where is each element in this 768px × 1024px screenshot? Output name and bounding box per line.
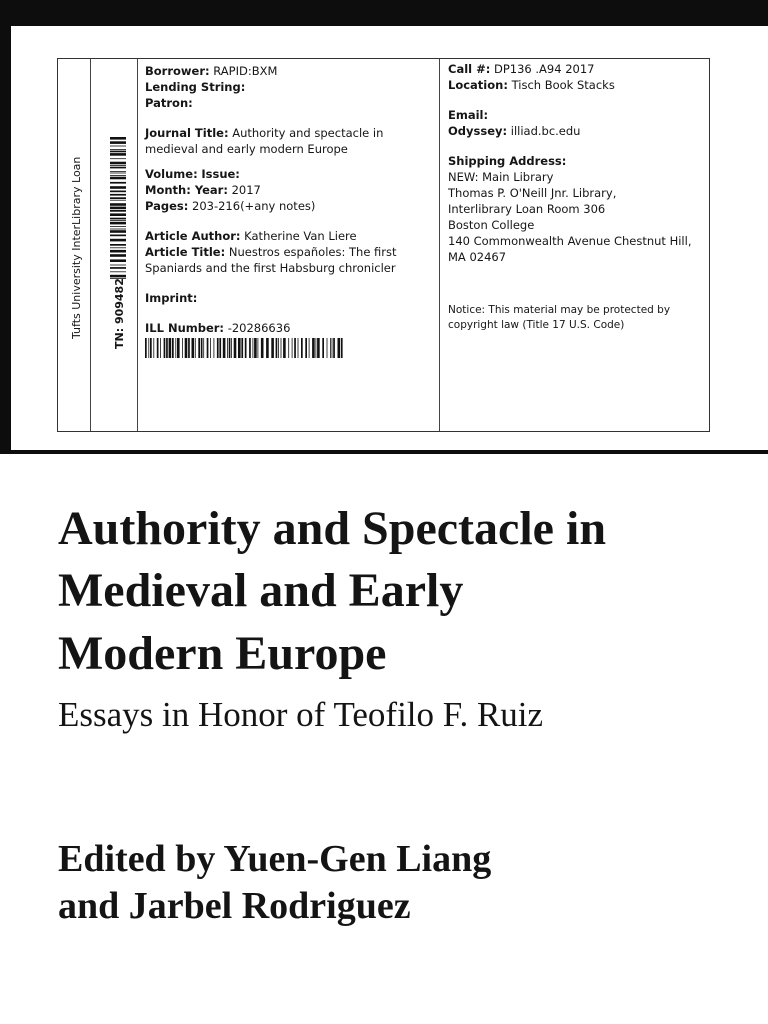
- location-label: Location:: [448, 78, 508, 92]
- odyssey-row: [448, 123, 710, 139]
- vertical-barcode: [110, 137, 126, 279]
- borrower-label: Borrower:: [145, 64, 210, 78]
- article-author-value: Katherine Van Liere: [244, 229, 357, 243]
- book-editors-line: and Jarbel Rodriguez: [58, 885, 411, 927]
- article-title-value: Nuestros españoles: The first: [228, 245, 397, 259]
- pages-label: Pages:: [145, 199, 189, 213]
- ill-number-value: -20286636: [227, 321, 291, 335]
- copyright-notice-continued: copyright law (Title 17 U.S. Code): [448, 319, 625, 331]
- location-row: [448, 77, 710, 93]
- ill-number-barcode: [145, 338, 343, 358]
- month-year-row: [145, 182, 433, 198]
- journal-title-row: [145, 125, 433, 141]
- column-divider: [137, 59, 138, 431]
- pages-row: [145, 198, 433, 214]
- shipping-details: [448, 61, 710, 333]
- journal-title-value: Authority and spectacle in: [232, 126, 384, 140]
- call-number-row: [448, 61, 710, 77]
- shipping-address-line: Thomas P. O'Neill Jnr. Library,: [448, 186, 617, 200]
- ill-request-slip: [57, 58, 710, 432]
- ill-number-row: [145, 320, 433, 336]
- imprint-label: Imprint:: [145, 291, 198, 305]
- copyright-notice: Notice: This material may be protected by: [448, 304, 671, 316]
- book-title-line: Medieval and Early: [58, 564, 464, 617]
- shipping-address-line: Interlibrary Loan Room 306: [448, 202, 606, 216]
- shipping-address-label: Shipping Address:: [448, 154, 567, 168]
- article-author-label: Article Author:: [145, 229, 241, 243]
- lending-string-label: Lending String:: [145, 80, 246, 94]
- article-title-row: [145, 244, 433, 260]
- odyssey-label: Odyssey:: [448, 124, 508, 138]
- volume-label: Volume:: [145, 167, 198, 181]
- location-value: Tisch Book Stacks: [511, 78, 615, 92]
- article-title-continued: Spaniards and the first Habsburg chronicler: [145, 261, 396, 275]
- scan-divider-line: [0, 450, 768, 454]
- transaction-number: TN: 909482: [113, 278, 126, 349]
- shipping-address-line: MA 02467: [448, 250, 507, 264]
- call-number-label: Call #:: [448, 62, 491, 76]
- shipping-address-line: 140 Commonwealth Avenue Chestnut Hill,: [448, 234, 692, 248]
- odyssey-value: illiad.bc.edu: [510, 124, 581, 138]
- book-title-line: Modern Europe: [58, 627, 387, 680]
- scan-top-border: [0, 0, 768, 26]
- borrower-value: RAPID:BXM: [213, 64, 278, 78]
- article-title-label: Article Title:: [145, 245, 226, 259]
- ill-number-label: ILL Number:: [145, 321, 225, 335]
- volume-issue-row: [145, 166, 433, 182]
- article-author-row: [145, 228, 433, 244]
- year-value: 2017: [231, 183, 261, 197]
- shipping-address-line: Boston College: [448, 218, 535, 232]
- journal-title-continued: medieval and early modern Europe: [145, 142, 348, 156]
- month-year-label: Month: Year:: [145, 183, 228, 197]
- scan-left-border: [0, 0, 11, 450]
- institution-vertical-label: Tufts University InterLibrary Loan: [70, 156, 83, 339]
- borrower-row: [145, 63, 433, 79]
- book-editors-line: Edited by Yuen-Gen Liang: [58, 838, 492, 880]
- issue-label: Issue:: [201, 167, 240, 181]
- book-subtitle: Essays in Honor of Teofilo F. Ruiz: [58, 695, 544, 734]
- email-label: Email:: [448, 108, 489, 122]
- pages-value: 203-216(+any notes): [192, 199, 316, 213]
- column-divider: [439, 59, 440, 431]
- patron-label: Patron:: [145, 96, 193, 110]
- column-divider: [90, 59, 91, 431]
- shipping-address-line: NEW: Main Library: [448, 170, 554, 184]
- call-number-value: DP136 .A94 2017: [493, 62, 595, 76]
- journal-title-label: Journal Title:: [145, 126, 229, 140]
- request-details: [145, 63, 433, 358]
- book-title-line: Authority and Spectacle in: [58, 502, 607, 555]
